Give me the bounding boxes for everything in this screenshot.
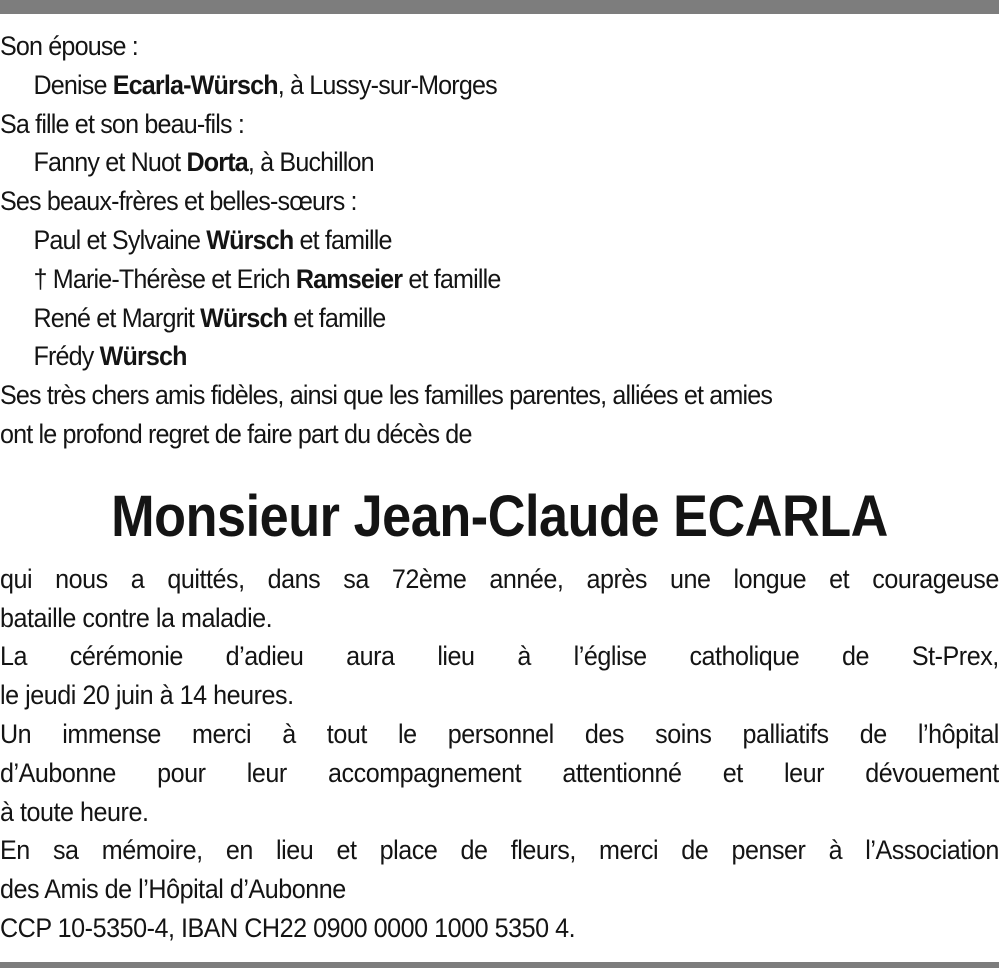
daughter-label: Sa fille et son beau-fils :: [0, 108, 244, 139]
text-line: En sa mémoire, en lieu et place de fleurs, merci de penser à l’Association: [0, 835, 999, 866]
passing-paragraph: [0, 560, 999, 638]
text-line: Un immense merci à tout le personnel des soins palliatifs de l’hôpital: [0, 718, 999, 749]
thanks-paragraph: [0, 715, 999, 831]
obituary-notice: [0, 27, 999, 948]
donation-paragraph: [0, 831, 999, 909]
text-line: des Amis de l’Hôpital d’Aubonne: [0, 874, 346, 905]
text-line: le jeudi 20 juin à 14 heures.: [0, 680, 294, 711]
spouse-line: Denise Ecarla-Würsch, à Lussy-sur-Morges: [33, 69, 497, 100]
spouse-label: Son épouse :: [0, 31, 138, 61]
inlaw-line: Paul et Sylvaine Würsch et famille: [33, 224, 392, 255]
top-rule: [0, 0, 999, 14]
bank-details: [0, 909, 999, 948]
friends-line: Ses très chers amis fidèles, ainsi que les familles parentes, alliées et amies: [0, 380, 773, 411]
text-line: à toute heure.: [0, 796, 149, 827]
text-line: bataille contre la maladie.: [0, 602, 273, 633]
deceased-name: Monsieur Jean-Claude ECARLA: [111, 483, 888, 549]
text-line: CCP 10-5350-4, IBAN CH22 0900 0000 1000 5350 4.: [0, 912, 576, 943]
inlaw-line: René et Margrit Würsch et famille: [33, 302, 386, 333]
text-line: La cérémonie d’adieu aura lieu à l’église catholique de St-Prex,: [0, 641, 999, 672]
announcement-line: ont le profond regret de faire part du décès de: [0, 418, 472, 449]
inlaw-line: † Marie-Thérèse et Erich Ramseier et famille: [33, 263, 501, 294]
text-line: qui nous a quittés, dans sa 72ème année, après une longue et courageuse: [0, 563, 999, 594]
text-line: d’Aubonne pour leur accompagnement attentionné et leur dévouement: [0, 757, 999, 788]
bottom-rule: [0, 962, 999, 968]
inlaws-label: Ses beaux-frères et belles-sœurs :: [0, 186, 357, 217]
ceremony-paragraph: [0, 637, 999, 715]
inlaw-line: Frédy Würsch: [33, 341, 187, 372]
daughter-line: Fanny et Nuot Dorta, à Buchillon: [33, 147, 374, 178]
